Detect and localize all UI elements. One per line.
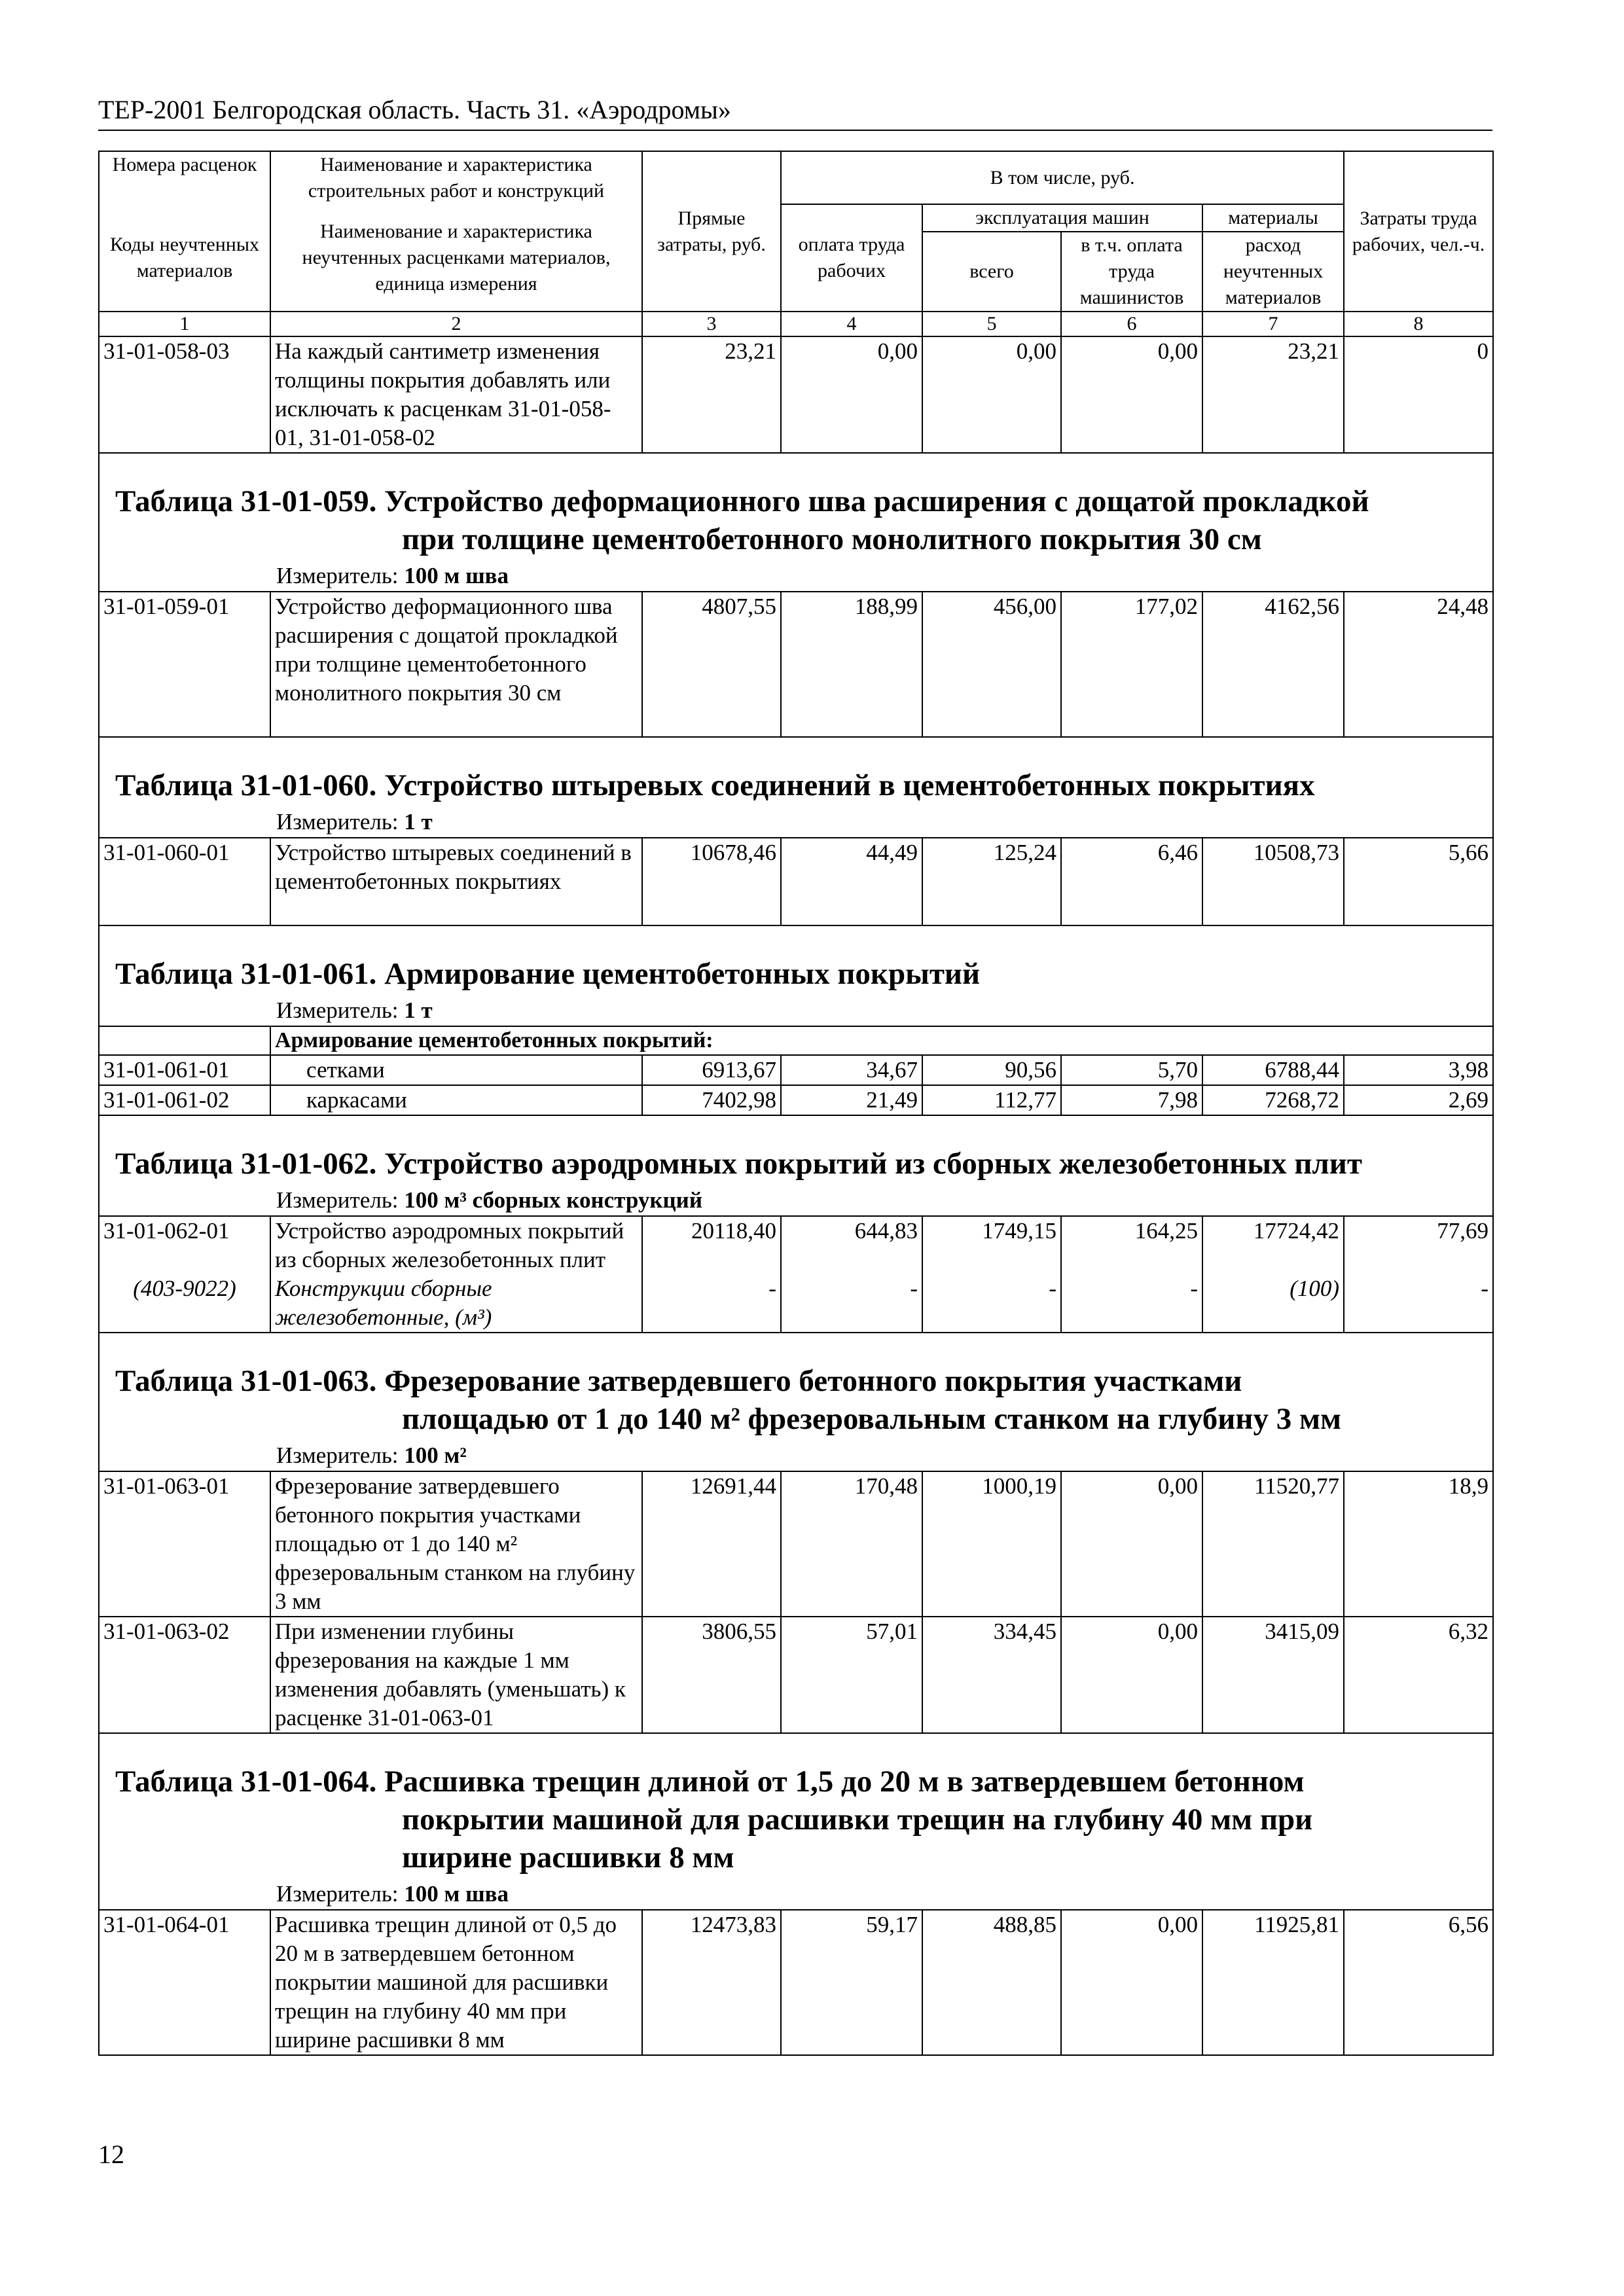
header-rate-numbers: Номера расценок	[99, 151, 270, 204]
unit-label: Измеритель:	[276, 997, 399, 1023]
header-including-group: В том числе, руб.	[781, 151, 1344, 204]
unit-row	[99, 1876, 1493, 1910]
machinist-pay: 0,00	[1061, 1471, 1202, 1617]
section-title-line: при толщине цементобетонного монолитного покрытия 30 см	[402, 522, 1262, 556]
machinist-pay: 0,00	[1061, 1910, 1202, 2055]
materials-cost: 23,21	[1202, 336, 1344, 453]
section-title-line: Таблица 31-01-062. Устройство аэродромных покрытий из сборных железобетонных плит	[115, 1147, 1362, 1181]
table-row	[99, 1055, 1493, 1085]
column-number: 7	[1202, 312, 1344, 336]
labor-costs: -	[1344, 1274, 1493, 1333]
table-row	[99, 1216, 1493, 1274]
machinist-pay: 0,00	[1061, 1617, 1202, 1733]
section-title-line: Таблица 31-01-060. Устройство штыревых соединений в цементобетонных покрытиях	[115, 768, 1315, 802]
rate-name: На каждый сантиметр изменения толщины покрытия добавлять или исключать к расценкам 31-01-058-01, 31-01-058-02	[270, 336, 642, 453]
unit-row	[99, 1438, 1493, 1471]
rate-code: 31-01-064-01	[99, 1910, 270, 2055]
machines-total: 90,56	[922, 1055, 1061, 1085]
machines-total: 488,85	[922, 1910, 1061, 2055]
table-row	[99, 1085, 1493, 1115]
unit-value: 100 м шва	[404, 563, 509, 588]
unit-value: 100 м шва	[404, 1881, 509, 1907]
column-number: 6	[1061, 312, 1202, 336]
unit-value: 1 т	[404, 997, 433, 1023]
materials-cost: 3415,09	[1202, 1617, 1344, 1733]
machines-total: 0,00	[922, 336, 1061, 453]
header-worker-pay: оплата труда рабочих	[781, 204, 922, 312]
unit-value: 100 м³ сборных конструкций	[404, 1187, 703, 1213]
header-machinist-pay: в т.ч. оплата труда машинистов	[1061, 232, 1202, 312]
section-title-row	[99, 453, 1493, 558]
machinist-pay: 6,46	[1061, 838, 1202, 925]
material-code: (403-9022)	[99, 1274, 270, 1333]
rate-code: 31-01-060-01	[99, 838, 270, 925]
column-number: 3	[642, 312, 781, 336]
material-name: Конструкции сборные железобетонные, (м³)	[270, 1274, 642, 1333]
unit-value: 100 м²	[404, 1443, 467, 1468]
section-title-line: покрытии машиной для расшивки трещин на глубину 40 мм при	[402, 1803, 1313, 1837]
unit-row	[99, 558, 1493, 592]
labor-costs: 5,66	[1344, 838, 1493, 925]
direct-costs: 12691,44	[642, 1471, 781, 1617]
worker-pay: 170,48	[781, 1471, 922, 1617]
machinist-pay: 5,70	[1061, 1055, 1202, 1085]
header-material-codes: Коды неучтенных материалов	[99, 204, 270, 312]
worker-pay: 44,49	[781, 838, 922, 925]
machines-total: 125,24	[922, 838, 1061, 925]
table-row	[99, 1617, 1493, 1733]
materials-cost: 10508,73	[1202, 838, 1344, 925]
labor-costs: 6,56	[1344, 1910, 1493, 2055]
unit-label: Измеритель:	[276, 563, 399, 588]
column-number: 1	[99, 312, 270, 336]
section-title-line: ширине расшивки 8 мм	[402, 1840, 734, 1874]
group-label: Армирование цементобетонных покрытий:	[270, 1026, 1493, 1055]
machinist-pay: 0,00	[1061, 336, 1202, 453]
labor-costs: 3,98	[1344, 1055, 1493, 1085]
section-title	[99, 925, 1493, 993]
unit-label: Измеритель:	[276, 1187, 399, 1213]
machinist-pay: 164,25	[1061, 1216, 1202, 1274]
machines-total: 1749,15	[922, 1216, 1061, 1274]
table-header-row	[99, 204, 1493, 232]
section-title	[99, 1733, 1493, 1876]
section-title-line: Таблица 31-01-063. Фрезерование затвердевшего бетонного покрытия участками	[115, 1364, 1242, 1398]
section-title	[99, 1115, 1493, 1183]
rate-code: 31-01-063-01	[99, 1471, 270, 1617]
machinist-pay: 177,02	[1061, 592, 1202, 737]
table-row	[99, 1471, 1493, 1617]
worker-pay: -	[781, 1274, 922, 1333]
materials-cost: 17724,42	[1202, 1216, 1344, 1274]
rate-code: 31-01-061-01	[99, 1055, 270, 1085]
group-label-row	[99, 1026, 1493, 1055]
header-direct-costs: Прямые затраты, руб.	[642, 151, 781, 312]
section-title-line: Таблица 31-01-061. Армирование цементобетонных покрытий	[115, 957, 981, 991]
header-machines-total: всего	[922, 232, 1061, 312]
page-number: 12	[98, 2140, 124, 2169]
direct-costs: 23,21	[642, 336, 781, 453]
rate-name: каркасами	[270, 1085, 642, 1115]
rate-code: 31-01-058-03	[99, 336, 270, 453]
labor-costs: 18,9	[1344, 1471, 1493, 1617]
table-row	[99, 592, 1493, 737]
document-page	[98, 92, 1492, 2056]
rate-name: Устройство деформационного шва расширения с дощатой прокладкой при толщине цементобетонного монолитного покрытия 30 см	[270, 592, 642, 737]
unit-label: Измеритель:	[276, 1881, 399, 1907]
direct-costs: -	[642, 1274, 781, 1333]
section-title-row	[99, 1733, 1493, 1876]
worker-pay: 188,99	[781, 592, 922, 737]
section-title-row	[99, 1115, 1493, 1183]
table-row	[99, 336, 1493, 453]
section-title-line: площадью от 1 до 140 м² фрезеровальным станком на глубину 3 мм	[402, 1402, 1341, 1436]
labor-costs: 24,48	[1344, 592, 1493, 737]
machines-total: 112,77	[922, 1085, 1061, 1115]
column-number-row	[99, 312, 1493, 336]
column-number: 2	[270, 312, 642, 336]
labor-costs: 0	[1344, 336, 1493, 453]
table-header-row	[99, 151, 1493, 204]
materials-cost: 7268,72	[1202, 1085, 1344, 1115]
unit-row	[99, 1183, 1493, 1216]
rate-name: Фрезерование затвердевшего бетонного покрытия участками площадью от 1 до 140 м² фрезеровальным станком на глубину 3 мм	[270, 1471, 642, 1617]
direct-costs: 3806,55	[642, 1617, 781, 1733]
rate-code: 31-01-061-02	[99, 1085, 270, 1115]
worker-pay: 59,17	[781, 1910, 922, 2055]
machines-total: -	[922, 1274, 1061, 1333]
unit-label: Измеритель:	[276, 1443, 399, 1468]
header-material-name: Наименование и характеристика неучтенных расценками материалов, единица измерения	[270, 204, 642, 312]
direct-costs: 12473,83	[642, 1910, 781, 2055]
rate-name: Устройство штыревых соединений в цементобетонных покрытиях	[270, 838, 642, 925]
labor-costs: 6,32	[1344, 1617, 1493, 1733]
header-materials: материалы	[1202, 204, 1344, 232]
section-title	[99, 737, 1493, 804]
materials-cost: 11520,77	[1202, 1471, 1344, 1617]
machines-total: 456,00	[922, 592, 1061, 737]
labor-costs: 77,69	[1344, 1216, 1493, 1274]
worker-pay: 21,49	[781, 1085, 922, 1115]
worker-pay: 34,67	[781, 1055, 922, 1085]
rates-table	[98, 151, 1494, 2056]
worker-pay: 644,83	[781, 1216, 922, 1274]
running-header: ТЕР-2001 Белгородская область. Часть 31. «Аэродромы»	[98, 92, 1492, 131]
direct-costs: 10678,46	[642, 838, 781, 925]
section-title	[99, 1333, 1493, 1438]
rate-code: 31-01-059-01	[99, 592, 270, 737]
rate-name: При изменении глубины фрезерования на каждые 1 мм изменения добавлять (уменьшать) к расценке 31-01-063-01	[270, 1617, 642, 1733]
materials-cost: 6788,44	[1202, 1055, 1344, 1085]
unit-label: Измеритель:	[276, 809, 399, 834]
section-title-line: Таблица 31-01-059. Устройство деформационного шва расширения с дощатой прокладкой	[115, 484, 1369, 518]
machinist-pay: -	[1061, 1274, 1202, 1333]
direct-costs: 4807,55	[642, 592, 781, 737]
column-number: 4	[781, 312, 922, 336]
header-unaccounted-materials: расход неучтенных материалов	[1202, 232, 1344, 312]
rate-name: Устройство аэродромных покрытий из сборных железобетонных плит	[270, 1216, 642, 1274]
section-title-line: Таблица 31-01-064. Расшивка трещин длиной от 1,5 до 20 м в затвердевшем бетонном	[115, 1765, 1305, 1799]
section-title	[99, 453, 1493, 558]
direct-costs: 20118,40	[642, 1216, 781, 1274]
machinist-pay: 7,98	[1061, 1085, 1202, 1115]
rate-code: 31-01-062-01	[99, 1216, 270, 1274]
materials-cost: 4162,56	[1202, 592, 1344, 737]
machines-total: 334,45	[922, 1617, 1061, 1733]
rate-code: 31-01-063-02	[99, 1617, 270, 1733]
table-row	[99, 1910, 1493, 2055]
worker-pay: 0,00	[781, 336, 922, 453]
column-number: 8	[1344, 312, 1493, 336]
section-title-row	[99, 1333, 1493, 1438]
rate-name: сетками	[270, 1055, 642, 1085]
materials-consumption: (100)	[1202, 1274, 1344, 1333]
header-work-name: Наименование и характеристика строительных работ и конструкций	[270, 151, 642, 204]
header-machines: эксплуатация машин	[922, 204, 1202, 232]
rate-name: Расшивка трещин длиной от 0,5 до 20 м в затвердевшем бетонном покрытии машиной для расшивки трещин на глубину 40 мм при ширине расшивки 8 мм	[270, 1910, 642, 2055]
labor-costs: 2,69	[1344, 1085, 1493, 1115]
header-labor-costs: Затраты труда рабочих, чел.-ч.	[1344, 151, 1493, 312]
materials-cost: 11925,81	[1202, 1910, 1344, 2055]
unit-value: 1 т	[404, 809, 433, 834]
column-number: 5	[922, 312, 1061, 336]
section-title-row	[99, 737, 1493, 804]
machines-total: 1000,19	[922, 1471, 1061, 1617]
unit-row	[99, 993, 1493, 1026]
direct-costs: 6913,67	[642, 1055, 781, 1085]
table-row	[99, 838, 1493, 925]
direct-costs: 7402,98	[642, 1085, 781, 1115]
section-title-row	[99, 925, 1493, 993]
material-sub-row	[99, 1274, 1493, 1333]
unit-row	[99, 804, 1493, 838]
worker-pay: 57,01	[781, 1617, 922, 1733]
